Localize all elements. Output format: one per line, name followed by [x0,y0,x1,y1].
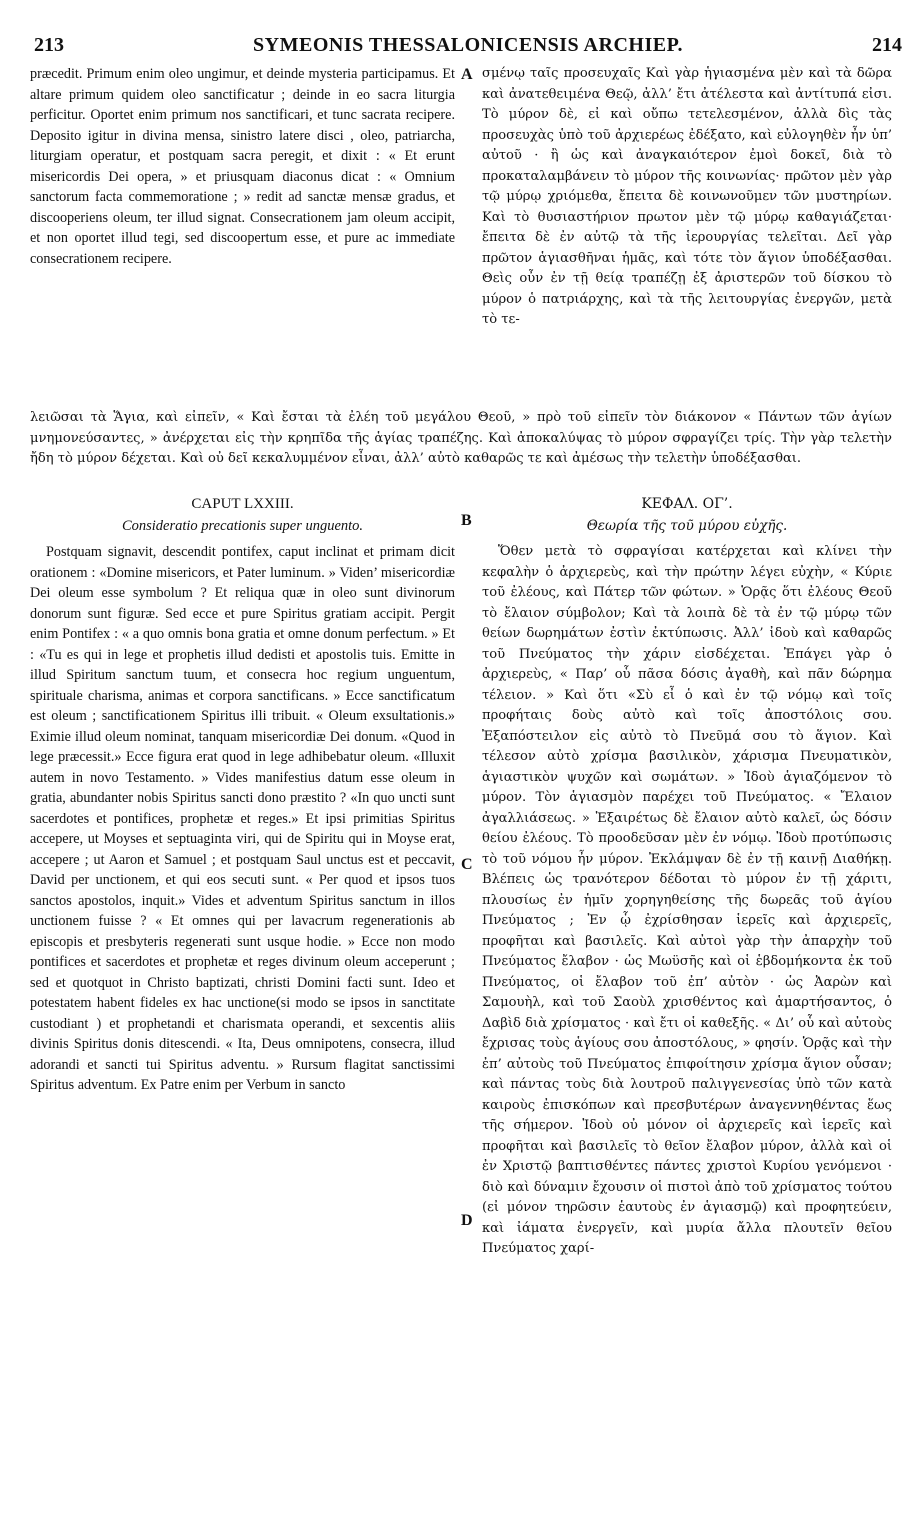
margin-marker-c: C [461,856,473,873]
greek-paragraph-body: Ὅθεν μετὰ τὸ σφραγίσαι κατέρχεται καὶ κλίνει τὴν κεφαλὴν ὁ ἀρχιερεὺς, καὶ τὴν πρώτην λέγει εὐχὴν, « Κύριε τοῦ ἐλέους, καὶ Πάτερ τῶν φώτων. » Ὁρᾷς ὅτι ἐλέους Θεοῦ τὸ ἔλαιον σύμβολον; Καὶ τὰ λοιπὰ δὲ τὰ ἐν τῷ μύρῳ τῶν θείων δωρημάτων ἐστὶν ἐκτύπωσις. Ἀλλ’ ἰδοὺ καὶ καθαρῶς τοῦ Πνεύματος τὴν χάριν εἰσδέχεται. Ἐπάγει γὰρ ὁ ἀρχιερεὺς, « Παρ’ οὗ πᾶσα δόσις ἀγαθὴ, καὶ πᾶν δώρημα τέλειον. » Καὶ ὅτι «Σὺ εἶ ὁ καὶ ἐν τῷ νόμῳ καὶ τοῖς προφήταις δοὺς αὐτὸ καὶ τοῖς ἀποστόλοις σου. Ἐξαπόστειλον εἰς αὐτὸ τὸ Πνεῦμά σου τὸ ἅγιον. Καὶ τέλεσον αὐτὸ χρίσμα βασιλικὸν, χάρισμα Πνευματικὸν, ἁγιαστικὸν ψυχῶν καὶ σωμάτων. » Ἰδοὺ ἁγιαζόμενον τὸ μύρον. Τὸν ἁγιασμὸν παρέχει τοῦ Πνεύματος. « Ἔλαιον ἀγαλλιάσεως. » Ἐξαιρέτως δὲ ἔλαιον αὐτὸ καλεῖ, ὡς δόσιν θείου ἐλέους. Τὸ προοδεῦσαν μὲν ἐν νόμῳ. Ἰδοὺ προτύπωσις τὸ τοῦ νόμου ἦν μύρον. Ἐκλάμψαν δὲ ἐν τῇ καινῇ Διαθήκῃ. Βλέπεις ὡς τρανότερον δέδοται τὸ μύρον ἐν τῇ χάριτι, πλουσίως ἐν ἡμῖν χορηγηθείσης τῆς δωρεᾶς τοῦ ἁγίου Πνεύματος ; Ἐν ᾧ ἐχρίσθησαν ἱερεῖς καὶ ἀρχιερεῖς, προφῆται καὶ βασιλεῖς. Καὶ αὐτοὶ γὰρ τὴν ἀπαρχὴν τοῦ Πνεύματος ἔλαβον · ὡς Μωϋσῆς καὶ οἱ ἑβδομήκοντα ἐκ τοῦ Πνεύματος, οἱ ἔλαβον τοῦ ἐπ’ αὐτὸν · ὡς Ἀαρὼν καὶ Σαμουὴλ, καὶ τοῦ Σαοὺλ χρισθέντος καὶ ἁμαρτήσαντος, ὁ Δαβὶδ διὰ χρίσματος · καὶ ἔτι οἱ καθεξῆς. « Δι’ οὗ καὶ αὐτοὺς ἔχρισας τοὺς ἁγίους σου ἀποστόλους, » φησίν. Ὁρᾷς καὶ τὴν ἐπ’ αὐτοὺς τοῦ Πνεύματος ἐπιφοίτησιν χρίσμα ἅγιον οὖσαν; καὶ πάντας τοὺς διὰ λουτροῦ παλιγγενεσίας ὑπὸ τῶν κατὰ καιροὺς ἐπισκόπων καὶ πρεσβυτέρων ἀναγεννηθέντας ἕως τῆς σήμερον. Ἰδοὺ οὐ μόνον οἱ ἀρχιερεῖς καὶ ἱερεῖς καὶ προφῆται καὶ βασιλεῖς τὸ θεῖον ἔλαβον μύρον, ἀλλὰ καὶ οἱ ἐν Χριστῷ βαπτισθέντες πάντες χριστοὶ Κυρίου γενόμενοι · διὸ καὶ δύναμιν ἔχουσιν οἱ πιστοὶ ἀπὸ τοῦ χρίσματος τούτου (εἰ μόνον τηρῶσιν ἑαυτοὺς ἐν ἁγιασμῷ) καὶ προφητεύειν, καὶ ἰάματα ἐνεργεῖν, καὶ μυρία ἄλλα πλουτεῖν θεῖου Πνεύματος χαρί- [482,544,892,1256]
greek-column-top [482,64,892,331]
latin-column-body [30,542,455,1096]
latin-column-top [30,64,455,269]
margin-marker-b: B [461,512,472,529]
caput-title-greek: ΚΕΦΑΛ. ΟΓ’. [641,496,733,512]
margin-marker-d: D [461,1212,473,1229]
running-head [34,34,902,60]
caput-subtitle-greek: Θεωρία τῆς τοῦ μύρου εὐχῆς. [586,518,788,534]
greek-column-body [482,542,892,1260]
latin-paragraph-top: præcedit. Primum enim oleo ungimur, et deinde mysteria participamus. Et altare primum quidem oleo sanctificatur ; deinde in eo sacra liturgia perficitur. Oportet enim primum nos sanctificari, et tunc sacrata recipere. Deposito igitur in divina mensa, sinistro latere disci , oleo, patriarcha, liturgiam operatur, et postquam sacra peregit, et dixit : « Et erunt misericordis Dei opera, » et priusquam diaconus dicat : « Omnium sanctorum facta commemoratione ; » redit ad sanctæ mensæ gradus, et discooperiens oleum, ter illud signat. Consecrationem jam oleum accipit, et non oportet illud tegi, sed discoopertum esse, et pure ac immediate consecrationem recipere. [30,66,455,267]
page-number-right: 214 [872,34,902,56]
margin-marker-a: A [461,66,473,83]
greek-spanning-paragraph: λειῶσαι τὰ Ἅγια, καὶ εἰπεῖν, « Καὶ ἔσται τὰ ἐλέη τοῦ μεγάλου Θεοῦ, » πρὸ τοῦ εἰπεῖν τὸν διάκονον « Πάντων τῶν ἁγίων μνημονεύσαντες, » ἀνέρχεται εἰς τὴν κρηπῖδα τῆς ἁγίας τραπέζης. Καὶ ἀποκαλύψας τὸ μύρον σφραγίζει τρίς. Τὴν γὰρ τελετὴν ἤδη τὸ μύρον δέχεται. Καὶ οὐ δεῖ κεκαλυμμένον εἶναι, ἀλλ’ αὐτὸ καθαρῶς τε καὶ ἀμέσως τὴν τελετὴν ὑποδέξασθαι. [30,410,892,466]
caput-subtitle-latin: Consideratio precationis super unguento. [121,518,364,534]
latin-paragraph-body: Postquam signavit, descendit pontifex, caput inclinat et primam dicit orationem : «Domine misericors, et Pater luminum. » Viden’ misericordiæ Dei oleum esse symbolum ? Et reliqua quæ in oleo sunt divinorum donorum sunt figuræ. Sed ecce et pure Spiritus gratiam accipit. Pergit enim Pontifex : « a quo omnis bona gratia et omne donum perfectum. » Et : «Tu es qui in lege et prophetis illud dedisti et apostolis tuis. Emitte in illud Spiritum sanctum tuum, et consecra hoc regium unguentum, spirituale charisma, animas et corpora sanctificans. » Ecce sanctificatum est oleum ; sanctificationem Spiritus illi tribuit. « Oleum exsultationis.» Eximie illud oleum nominat, tanquam misericordiæ Dei donum. «Quod in lege præcessit.» Ecce figura erat quod in lege adhibebatur oleum. «Illuxit autem in novo Testamento. » Vides manifestius datum esse oleum in gratia, abundanter nobis Spiritus sancti dono præstito ? «In quo uncti sunt sacerdotes et pontifices, prophetæ et reges.» Et ipsi primitias Spiritus accepere, ut Moyses et septuaginta viri, qui de Spiritu qui in Moyse erat, accepere ; ut Aaron et Samuel ; et postquam Saul unctus est et peccavit, David per unctionem, et qui eos secuti sunt. « Per quod et ipsos tuos sanctos apostolos, inquit.» Vides et adventum Spiritus sanctum in illos unctionem fuisse ? « Et omnes qui per lavacrum regenerationis ab episcopis et presbyteris regenerati sunt usque hodie. » Ecce non modo pontifices et sacerdotes et prophetæ et reges divinum oleum acceperunt ; sed et quotquot in Christo baptizati, christi Domini facti sunt. Ideo et potestatem habent fideles ex hac unctione(si modo se ipsos in sanctitate custodiant ) et prophetandi et charismata operandi, et sexcentis aliis divinis Spiritus donis ditescendi. « Ita, Deus omnipotens, consecra, illud adorandi et sancti tui Spiritus adventu. » Rursum flagitat sanctissimi Spiritus adventum. Ex Patre enim per Verbum in sancto [30,544,455,1093]
greek-paragraph-top: σμένῳ ταῖς προσευχαῖς Καὶ γὰρ ἡγιασμένα μὲν καὶ τὰ δῶρα καὶ ἀνατεθειμένα Θεῷ, ἀλλ’ ἔτι ἀτέλεστα καὶ ἀντίτυπά εἰσι. Τὸ μύρον δὲ, εἰ καὶ οὔπω τετελεσμένον, ἀλλὰ δὶς τὰς προσευχὰς ὑπὸ τοῦ ἀρχιερέως ἐδέξατο, καὶ εὐλογηθὲν ἦν ὑπ’ αὐτοῦ · ἢ ὡς καὶ ἀναγκαιότερον ἐμοὶ δοκεῖ, διὰ τὸ προκαταλαμβάνειν τὸ μύρον τῆς κοινωνίας· πρῶτον μὲν γὰρ τῷ μύρῳ χριόμεθα, ἔπειτα δὲ κοινωνοῦμεν τῶν μυστηρίων. Καὶ τὸ θυσιαστήριον πρωτον μὲν τῷ μύρῳ καθαγιάζεται· ἔπειτα δὲ ἐν αὐτῷ τὰ τῆς ἱερουργίας τελεῖται. Δεῖ γὰρ πρῶτον ἁγιασθῆναι ἡμᾶς, καὶ τότε τὸν ἅγιον ὑποδέξασθαι. Θεὶς οὖν ἐν τῇ θείᾳ τραπέζῃ ἐξ ἀριστερῶν τοῦ δίσκου τὸ μύρον ὁ πατριάρχης, καὶ τὰ τῆς λειτουργίας ἐνεργῶν, μετὰ τὸ τε- [482,66,892,327]
running-title: SYMEONIS THESSALONICENSIS ARCHIEP. [253,34,683,56]
caput-title-latin: CAPUT LXXIII. [191,496,294,512]
page-number-left: 213 [34,34,64,56]
greek-spanning-text [30,408,892,470]
